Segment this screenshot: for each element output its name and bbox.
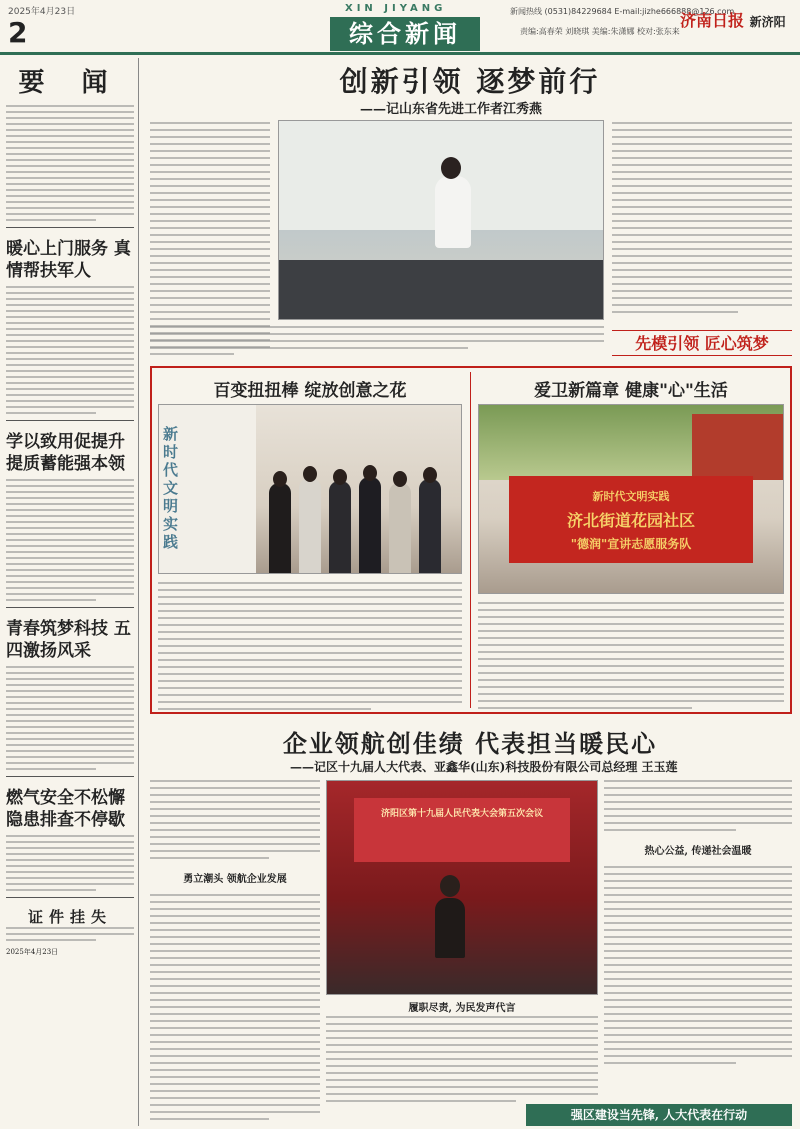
box-left-body [158,582,462,710]
feature-body-col3 [604,780,792,1064]
column-divider [138,58,139,1126]
volunteer-banner [509,476,752,562]
issue-date: 2025年4月23日 [8,7,76,17]
story-title[interactable]: 青春筑梦科技 五四激扬风采 [6,619,131,661]
volunteer-banner-line1: 新时代文明实践 [592,489,670,503]
campaign-strip: 强区建设当先锋, 人大代表在行动 [526,1104,792,1126]
feature-body-col2 [326,1016,598,1102]
feature-subheading: 热心公益, 传递社会温暖 [644,846,752,857]
column-heading: 要 闻 [18,68,122,98]
story-title[interactable]: 暖心上门服务 真情帮扶军人 [6,239,131,281]
section-pinyin: XIN JIYANG [345,3,447,14]
twist-stick-craft-photo [158,404,462,574]
page-number: 2 [8,16,28,49]
box-right-body [478,602,784,709]
story-title[interactable]: 学以致用促提升 提质蓄能强本领 [6,432,125,474]
photo-caption: 履职尽责, 为民发声代言 [408,1003,516,1014]
header-rule [0,52,800,55]
masthead-sub: 新济阳 [749,15,786,29]
certificate-notice-body [6,927,134,941]
box-right-title[interactable]: 爱卫新篇章 健康"心"生活 [534,381,728,401]
npc-congress-photo [326,780,598,995]
feature-body-col1 [150,780,320,1120]
volunteer-banner-line2: 济北街道花园社区 [566,510,695,530]
certificate-notice-heading: 证件挂失 [27,908,112,926]
story-body [6,105,134,221]
section-banner: 综合新闻 [330,17,480,51]
news-hotline: 新闻热线 (0531)84229684 E-mail:jizhe666888@126.com [510,7,735,16]
feature-subheading: 勇立潮头 领航企业发展 [183,874,287,885]
wall-slogan: 新时代文明实践 [163,425,179,551]
feature-article-title[interactable]: 企业领航创佳绩 代表担当暖民心 [282,729,658,758]
lab-photo [278,120,604,320]
masthead-main: 济南日报 [680,11,745,30]
box-left-title[interactable]: 百变扭扭棒 绽放创意之花 [213,381,407,401]
main-article-body-col3 [612,122,792,313]
main-article-title[interactable]: 创新引领 逐梦前行 [339,65,601,98]
main-article-subtitle: ——记山东省先进工作者江秀燕 [360,102,543,117]
story-body [6,835,134,891]
box-divider [470,372,471,708]
slogan-banner: 先模引领 匠心筑梦 [612,330,792,356]
health-volunteers-photo [478,404,784,594]
feature-article-subtitle: ——记区十九届人大代表、亚鑫华(山东)科技股份有限公司总经理 王玉莲 [290,760,678,774]
left-news-column [6,58,134,1126]
footer-date: 2025年4月23日 [6,948,59,956]
masthead [680,8,786,31]
volunteer-banner-line3: "德润"宣讲志愿服务队 [570,536,692,551]
editor-credits: 责编:高春荣 刘晓琪 美编:朱潇娜 校对:张东来 [520,27,680,36]
congress-screen: 济阳区第十九届人民代表大会第五次会议 [354,798,570,862]
story-body [6,666,134,770]
story-body [6,286,134,414]
story-title[interactable]: 燃气安全不松懈 隐患排查不停歇 [6,788,125,830]
main-article-body-lower [150,326,604,349]
main-article-body-col1 [150,122,270,355]
story-body [6,479,134,601]
